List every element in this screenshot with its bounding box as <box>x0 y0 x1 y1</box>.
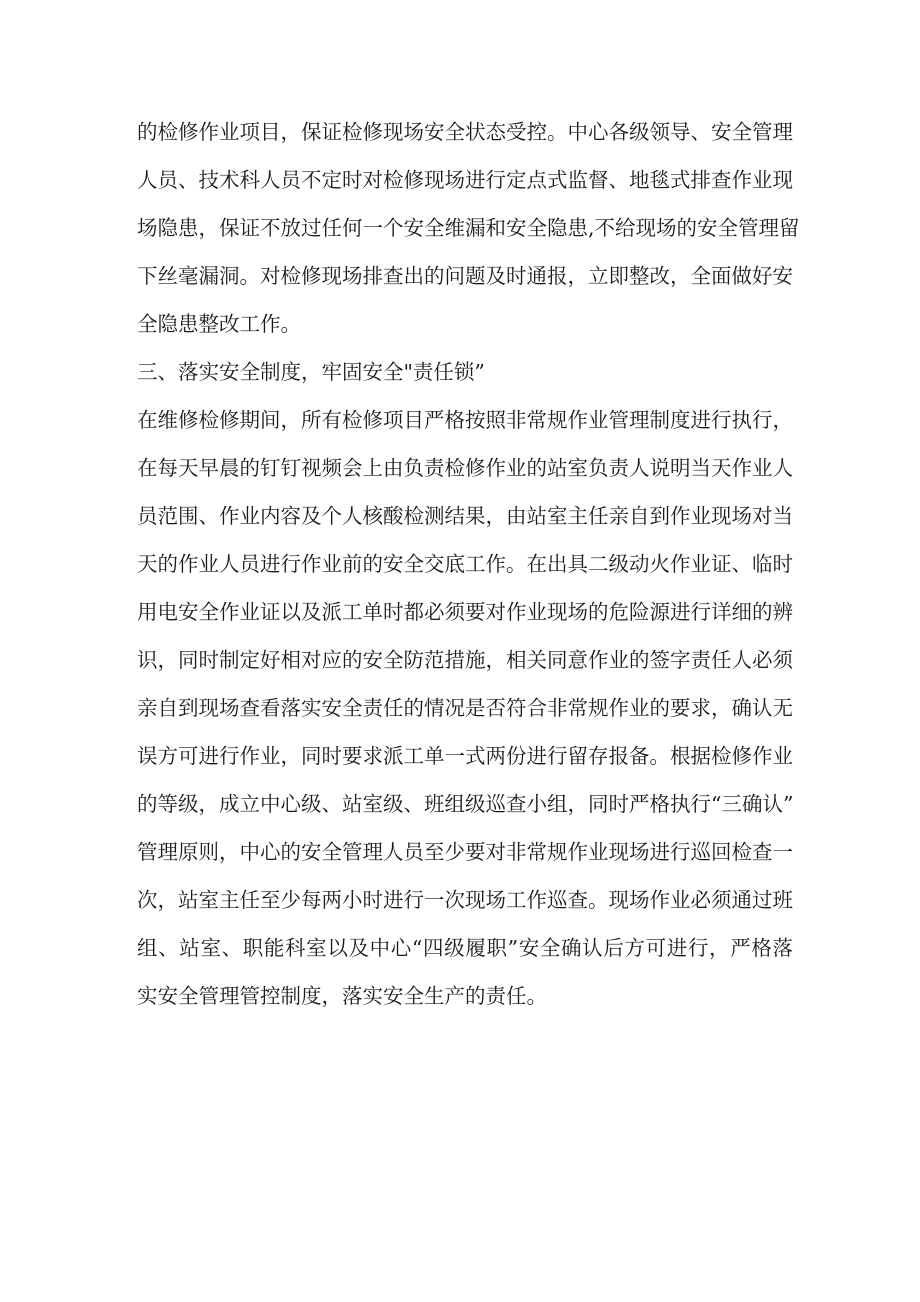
text-line: 人员、技术科人员不定时对检修现场进行定点式监督、地毯式排查作业现 <box>137 168 793 192</box>
text-line: 误方可进行作业，同时要求派工单一式两份进行留存报备。根据检修作业 <box>137 744 793 768</box>
text-line: 的等级，成立中心级、站室级、班组级巡查小组，同时严格执行“三确认” <box>137 792 794 816</box>
text-line: 在每天早晨的钉钉视频会上由负责检修作业的站室负责人说明当天作业人 <box>137 456 793 480</box>
text-line: 员范围、作业内容及个人核酸检测结果，由站室主任亲自到作业现场对当 <box>137 504 793 528</box>
text-line: 用电安全作业证以及派工单时都必须要对作业现场的危险源进行详细的辨 <box>137 600 793 624</box>
text-line: 识，同时制定好相对应的安全防范措施，相关同意作业的签字责任人必须 <box>137 648 793 672</box>
text-line: 管理原则，中心的安全管理人员至少要对非常规作业现场进行巡回检查一 <box>137 840 793 864</box>
text-line: 下丝毫漏洞。对检修现场排查出的问题及时通报，立即整改，全面做好安 <box>137 264 793 288</box>
paragraph-safety-system <box>137 396 793 1020</box>
text-line: 实安全管理管控制度，落实安全生产的责任。 <box>137 984 547 1008</box>
text-line: 的检修作业项目，保证检修现场安全状态受控。中心各级领导、安全管理 <box>137 120 793 144</box>
text-line: 在维修检修期间，所有检修项目严格按照非常规作业管理制度进行执行， <box>137 408 793 432</box>
text-line: 组、站室、职能科室以及中心“四级履职”安全确认后方可进行，严格落 <box>137 936 793 960</box>
section-heading: 三、落实安全制度，牢固安全"责任锁” <box>137 360 485 384</box>
paragraph-safety-inspection <box>137 108 800 348</box>
section-heading-block <box>137 348 793 396</box>
text-line: 次，站室主任至少每两小时进行一次现场工作巡查。现场作业必须通过班 <box>137 888 793 912</box>
text-line: 全隐患整改工作。 <box>137 312 301 336</box>
text-line: 场隐患，保证不放过任何一个安全维漏和安全隐患,不给现场的安全管理留 <box>137 216 800 240</box>
text-line: 亲自到现场查看落实安全责任的情况是否符合非常规作业的要求，确认无 <box>137 696 793 720</box>
text-line: 天的作业人员进行作业前的安全交底工作。在出具二级动火作业证、临时 <box>137 552 793 576</box>
